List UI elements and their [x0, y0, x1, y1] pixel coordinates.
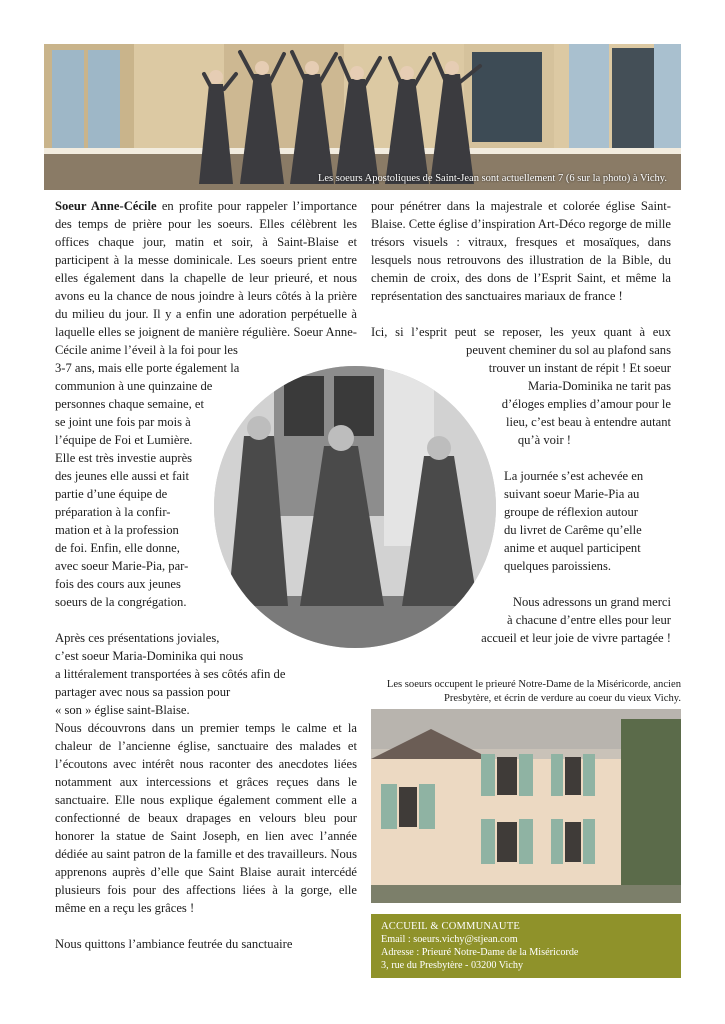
para2-line-1: c’est soeur Maria-Dominika qui nous: [55, 649, 244, 663]
para3r-line-0: La journée s’est achevée en: [504, 469, 644, 483]
para2r-line-0: Ici, si l’esprit peut se reposer, les yeux quant à eux: [371, 325, 671, 339]
priory-house-illustration: [371, 709, 681, 903]
contact-address-line-1: Adresse : Prieuré Notre-Dame de la Miséricorde: [381, 947, 579, 958]
wrap-line-10: de foi. Enfin, elle donne,: [55, 541, 180, 555]
para2r-line-1: peuvent cheminer du sol au plafond sans: [466, 343, 671, 357]
intro-text: en profite pour rappeler l’importance des temps de prière pour les soeurs. Elles célèbrent les offices chaque jour, matin et soir, à Saint-Blaise et participent à la messe dominicale. Les soeurs prient entre elles également dans la chapelle de leur prieuré, et nous avons eu la chance de nous joindre à leurs côtés à la prière du milieu du jour. Il y a enfin une adoration perpétuelle à laquelle elles se joignent de manière régulière. Soeur Anne-Cécile anime l’éveil à la foi pour les: [55, 199, 357, 357]
top-photo-caption: Les soeurs Apostoliques de Saint-Jean sont actuellement 7 (6 sur la photo) à Vichy.: [317, 173, 667, 184]
wrap-line-4: l’équipe de Foi et Lumière.: [55, 433, 193, 447]
para2-line-4: « son » église saint-Blaise.: [55, 703, 190, 717]
contact-title: ACCUEIL & COMMUNAUTE: [381, 921, 520, 932]
gaze-paragraph: [371, 323, 671, 449]
wrap-line-0: 3-7 ans, mais elle porte également la: [55, 361, 240, 375]
para2r-line-4: d’éloges emplies d’amour pour le: [501, 397, 671, 411]
para3r-line-5: quelques paroissiens.: [504, 559, 612, 573]
para3r-line-1: suivant soeur Marie-Pia au: [504, 487, 640, 501]
para3r-line-4: anime et auquel participent: [504, 541, 641, 555]
contact-address-line-2: 3, rue du Presbytère - 03200 Vichy: [381, 960, 524, 971]
para2-line-2: a littéralement transportées à ses côtés afin de: [55, 667, 286, 681]
para2r-line-6: qu’à voir !: [517, 433, 571, 447]
leaving-paragraph: Nous quittons l’ambiance feutrée du sanctuaire: [55, 937, 293, 951]
wrap-line-7: partie d’une équipe de: [55, 487, 168, 501]
wrap-line-8: préparation à la confir-: [55, 505, 171, 519]
wrap-line-12: fois des cours aux jeunes: [55, 577, 181, 591]
wrap-line-5: Elle est très investie auprès: [55, 451, 193, 465]
para4r-line-2: accueil et leur joie de vivre partagée !: [481, 631, 671, 645]
thanks-paragraph: [371, 593, 671, 647]
intro-name: Soeur Anne-Cécile: [55, 199, 157, 213]
para2r-line-5: lieu, c’est beau à entendre autant: [505, 415, 671, 429]
wrap-line-1: communion à une quinzaine de: [55, 379, 213, 393]
wrap-line-13: soeurs de la congrégation.: [55, 595, 187, 609]
para2-line-0: Après ces présentations joviales,: [55, 631, 220, 645]
right-column: [371, 197, 671, 647]
intro-paragraph: [55, 197, 357, 359]
sisters-balcony-illustration: [44, 44, 681, 190]
para3r-line-2: groupe de réflexion autour: [504, 505, 638, 519]
para2r-line-2: trouver un instant de répit ! Et soeur: [488, 361, 671, 375]
evening-paragraph: [371, 467, 671, 575]
sisters-balcony-photo: [44, 44, 681, 190]
house-photo-caption: Les soeurs occupent le prieuré Notre-Dame de la Miséricorde, ancien Presbytère, et écrin de verdure au coeur du vieux Vichy.: [386, 679, 681, 704]
presentations-paragraph: [55, 629, 357, 719]
priory-house-photo: [371, 709, 681, 903]
church-paragraph: Nous découvrons dans un premier temps le calme et la chaleur de l’ancienne église, sanctuaire des malades et l’écoutons avec intérêt nous raconter des anecdotes liées notamment aux intercessions et grâces reçues dans le sanctuaire. Elle nous explique également comment elle a confectionné de beaux drapages en velours bleu pour honorer la statue de Saint Joseph, en lien avec l’année dédiée au saint patron de la famille et des travailleurs. Nous apprenons auprès d’elle que Saint Blaise aurait intercédé plusieurs fois pour des affections liées à la gorge, elle même en a reçu les grâces !: [55, 721, 357, 915]
para4r-line-1: à chacune d’entre elles pour leur: [507, 613, 671, 627]
para2-line-3: partager avec nous sa passion pour: [55, 685, 231, 699]
para3r-line-3: du livret de Carême qu’elle: [504, 523, 642, 537]
wrap-line-11: avec soeur Marie-Pia, par-: [55, 559, 189, 573]
para2r-line-3: Maria-Dominika ne tarit pas: [527, 379, 671, 393]
church-interior-paragraph: pour pénétrer dans la majestrale et colorée église Saint-Blaise. Cette église d’inspiration Art-Déco regorge de mille trésors visuels : vitraux, fresques et mosaïques, dans lesquels nous retrouvons des illustration de la Bible, du chemin de croix, des dons de l’Esprit Saint, et même la représentation des sanctuaires mariaux de france !: [371, 199, 671, 303]
wrap-line-6: des jeunes elle aussi et fait: [55, 469, 189, 483]
para4r-line-0: Nous adressons un grand merci: [512, 595, 671, 609]
wrap-line-2: personnes chaque semaine, et: [55, 397, 204, 411]
wrap-line-9: mation et à la profession: [55, 523, 179, 537]
contact-email[interactable]: Email : soeurs.vichy@stjean.com: [381, 934, 518, 945]
wrap-line-3: se joint une fois par mois à: [55, 415, 191, 429]
contact-box: [371, 914, 681, 978]
